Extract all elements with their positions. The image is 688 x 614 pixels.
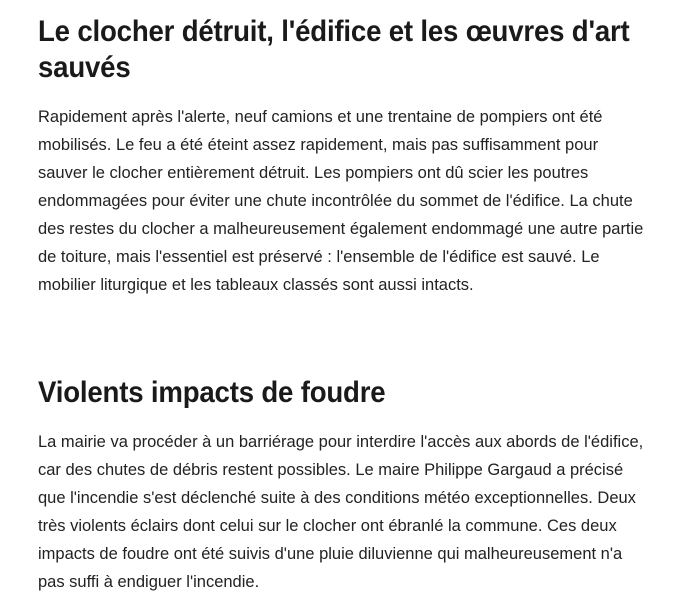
article-section <box>38 375 650 596</box>
article-body <box>38 14 650 596</box>
article-section <box>38 14 650 299</box>
section-heading: Le clocher détruit, l'édifice et les œuvres d'art sauvés <box>38 15 630 84</box>
section-paragraph: La mairie va procéder à un barriérage pour interdire l'accès aux abords de l'édifice, car des chutes de débris restent possibles. Le maire Philippe Gargaud a précisé que l'incendie s'est déclenché suite à des conditions météo exceptionnelles. Deux très violents éclairs dont celui sur le clocher ont ébranlé la commune. Ces deux impacts de foudre ont été suivis d'une pluie diluvienne qui malheureusement n'a pas suffi à endiguer l'incendie. <box>38 433 644 591</box>
section-heading: Violents impacts de foudre <box>38 376 386 409</box>
section-paragraph: Rapidement après l'alerte, neuf camions et une trentaine de pompiers ont été mobilisés. Le feu a été éteint assez rapidement, mais pas suffisamment pour sauver le clocher entièrement détruit. Les pompiers ont dû scier les poutres endommagées pour éviter une chute incontrôlée du sommet de l'édifice. La chute des restes du clocher a malheureusement également endommagé une autre partie de toiture, mais l'essentiel est préservé : l'ensemble de l'édifice est sauvé. Le mobilier liturgique et les tableaux classés sont aussi intacts. <box>38 108 644 294</box>
